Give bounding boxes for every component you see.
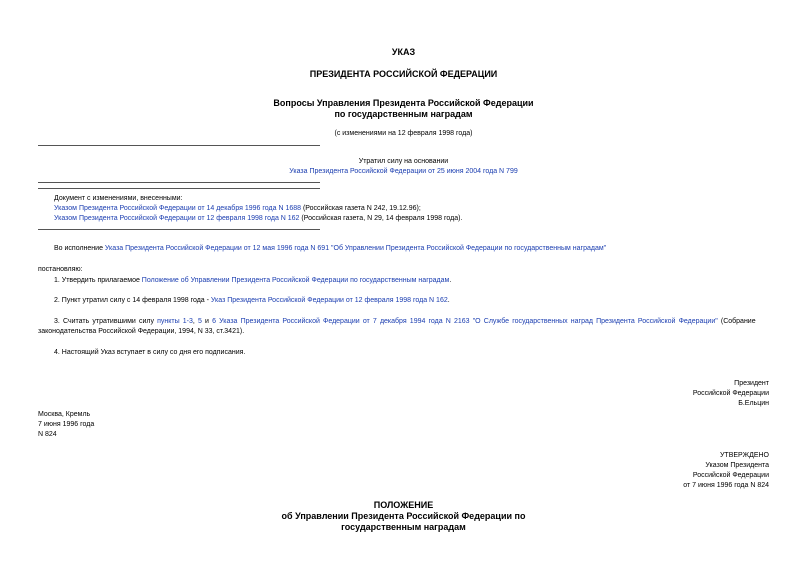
divider — [38, 182, 320, 183]
preamble-lead: Во исполнение — [54, 245, 105, 252]
divider — [38, 229, 320, 230]
amended-ref-2-source: (Российская газета, N 29, 14 февраля 1998 года). — [299, 215, 463, 222]
item-1-end: . — [449, 277, 452, 284]
preamble-link[interactable]: Указа Президента Российской Федерации от 12 мая 1996 года N 691 "Об Управлении Президента Российской Федерации по государственным наградам" — [104, 245, 607, 252]
item-3-text: 3. Считать утратившими силу — [54, 318, 158, 325]
item-3-link-point-5[interactable]: 5 — [197, 318, 202, 325]
decree-issuer: ПРЕЗИДЕНТА РОССИЙСКОЙ ФЕДЕРАЦИИ — [309, 69, 498, 79]
item-2-text: 2. Пункт утратил силу с 14 февраля 1998 года - — [54, 297, 211, 304]
item-3-link-point-6[interactable]: 6 — [212, 318, 216, 325]
item-3-continuation: законодательства Российской Федерации, 1994, N 33, ст.3421). — [38, 328, 245, 335]
divider — [38, 145, 320, 146]
item-3-link-points[interactable]: пункты 1-3 — [157, 318, 193, 325]
divider — [38, 188, 320, 189]
item-1-link[interactable]: Положение об Управлении Президента Российской Федерации по государственным наградам — [141, 277, 450, 284]
item-2 — [54, 296, 450, 305]
amended-ref-1 — [54, 204, 421, 213]
signature-country: Российской Федерации — [692, 390, 769, 397]
place: Москва, Кремль — [38, 411, 91, 418]
amendment-note: (с изменениями на 12 февраля 1998 года) — [334, 130, 473, 137]
decree-subject-line1: Вопросы Управления Президента Российской Федерации — [273, 98, 534, 108]
lost-force-link[interactable]: Указа Президента Российской Федерации от 25 июня 2004 года N 799 — [289, 168, 518, 175]
signature-name: Б.Ельцин — [738, 400, 769, 407]
amended-ref-2-link[interactable]: Указом Президента Российской Федерации от 12 февраля 1998 года N 162 — [54, 215, 300, 222]
item-3-link-decree[interactable]: Указа Президента Российской Федерации от 7 декабря 1994 года N 2163 "О Службе государственных наград Президента Российской Федерации" — [219, 318, 718, 325]
regulation-subtitle-2: государственным наградам — [341, 522, 466, 532]
date: 7 июня 1996 года — [38, 421, 95, 428]
amended-heading: Документ с изменениями, внесенными: — [54, 195, 183, 202]
item-2-link[interactable]: Указ Президента Российской Федерации от 12 февраля 1998 года N 162 — [210, 297, 448, 304]
preamble — [54, 244, 606, 253]
amended-ref-1-link[interactable]: Указом Президента Российской Федерации от 14 декабря 1996 года N 1688 — [54, 205, 302, 212]
decree-subject-line2: по государственным наградам — [334, 109, 473, 119]
amended-ref-2 — [54, 214, 462, 223]
decree-number: N 824 — [38, 431, 57, 438]
item-4: 4. Настоящий Указ вступает в силу со дня его подписания. — [54, 349, 246, 356]
item-3-sep: , — [192, 318, 198, 325]
amended-ref-1-source: (Российская газета N 242, 19.12.96); — [301, 205, 421, 212]
item-3-source: (Собрание — [717, 318, 756, 325]
item-3 — [54, 317, 756, 326]
item-1-text: 1. Утвердить прилагаемое — [54, 277, 142, 284]
lost-force-text: Утратил силу на основании — [358, 158, 449, 165]
approved-date: от 7 июня 1996 года N 824 — [683, 482, 769, 489]
item-1 — [54, 276, 451, 285]
resolves-word: постановляю: — [38, 266, 83, 273]
decree-title: УКАЗ — [391, 47, 416, 57]
signature-title: Президент — [734, 380, 769, 387]
regulation-subtitle-1: об Управлении Президента Российской Федерации по — [281, 511, 526, 521]
approved-label: УТВЕРЖДЕНО — [719, 452, 769, 459]
approved-country: Российской Федерации — [692, 472, 769, 479]
approved-by: Указом Президента — [705, 462, 769, 469]
item-2-end: . — [447, 297, 450, 304]
item-3-sep: и — [201, 318, 213, 325]
regulation-title: ПОЛОЖЕНИЕ — [373, 500, 434, 510]
